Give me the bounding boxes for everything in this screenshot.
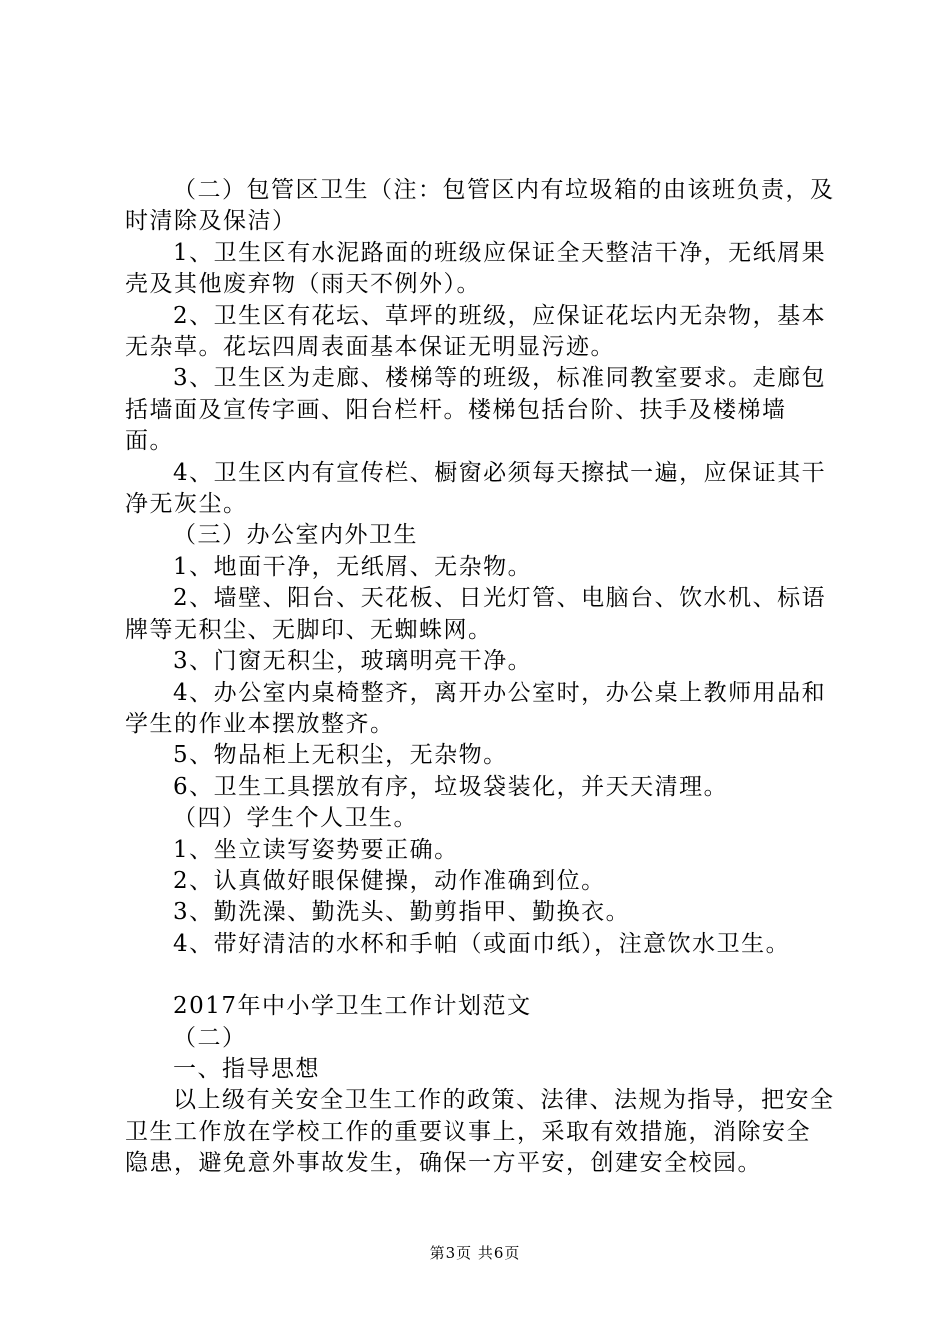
paragraph: 3、门窗无积尘，玻璃明亮干净。	[173, 648, 533, 675]
paragraph: 5、物品柜上无积尘，无杂物。	[173, 742, 508, 769]
paragraph: 3、卫生区为走廊、楼梯等的班级，标准同教室要求。走廊包括墙面及宣传字画、阳台栏杆。楼梯包括台阶、扶手及楼梯墙面。	[125, 365, 827, 455]
section-heading: 一、指导思想	[173, 1055, 320, 1082]
paragraph: 4、带好清洁的水杯和手帕（或面巾纸），注意饮水卫生。	[173, 930, 791, 957]
paragraph: 2、卫生区有花坛、草坪的班级，应保证花坛内无杂物，基本无杂草。花坛四周表面基本保证无明显污迹。	[125, 302, 827, 361]
paragraph: 6、卫生工具摆放有序，垃圾袋装化，并天天清理。	[173, 773, 729, 800]
paragraph: 1、卫生区有水泥路面的班级应保证全天整洁干净，无纸屑果壳及其他废弃物（雨天不例外）。	[125, 239, 827, 298]
paragraph: （二）包管区卫生（注：包管区内有垃圾箱的由该班负责，及时清除及保洁）	[125, 177, 835, 235]
section-subheading: （四）学生个人卫生。	[173, 805, 418, 832]
paragraph: 4、办公室内桌椅整齐，离开办公室时，办公桌上教师用品和学生的作业本摆放整齐。	[125, 679, 827, 737]
paragraph: 4、卫生区内有宣传栏、橱窗必须每天擦拭一遍，应保证其干净无灰尘。	[125, 459, 827, 518]
document-body	[125, 175, 835, 1180]
article-title: 2017年中小学卫生工作计划范文	[173, 993, 532, 1020]
paragraph: 1、地面干净，无纸屑、无杂物。	[173, 553, 533, 580]
paragraph: 3、勤洗澡、勤洗头、勤剪指甲、勤换衣。	[173, 899, 631, 926]
paragraph: 以上级有关安全卫生工作的政策、法律、法规为指导，把安全卫生工作放在学校工作的重要议事上，采取有效措施，消除安全隐患，避免意外事故发生，确保一方平安，创建安全校园。	[125, 1087, 835, 1177]
paragraph: 2、墙壁、阳台、天花板、日光灯管、电脑台、饮水机、标语牌等无积尘、无脚印、无蜘蛛网。	[125, 585, 827, 643]
page-number-footer: 第3页 共6页	[429, 1244, 521, 1262]
paragraph: 1、坐立读写姿势要正确。	[173, 836, 459, 863]
article-subtitle: （二）	[173, 1024, 247, 1051]
paragraph: 2、认真做好眼保健操，动作准确到位。	[173, 867, 606, 894]
section-subheading: （三）办公室内外卫生	[173, 522, 418, 549]
